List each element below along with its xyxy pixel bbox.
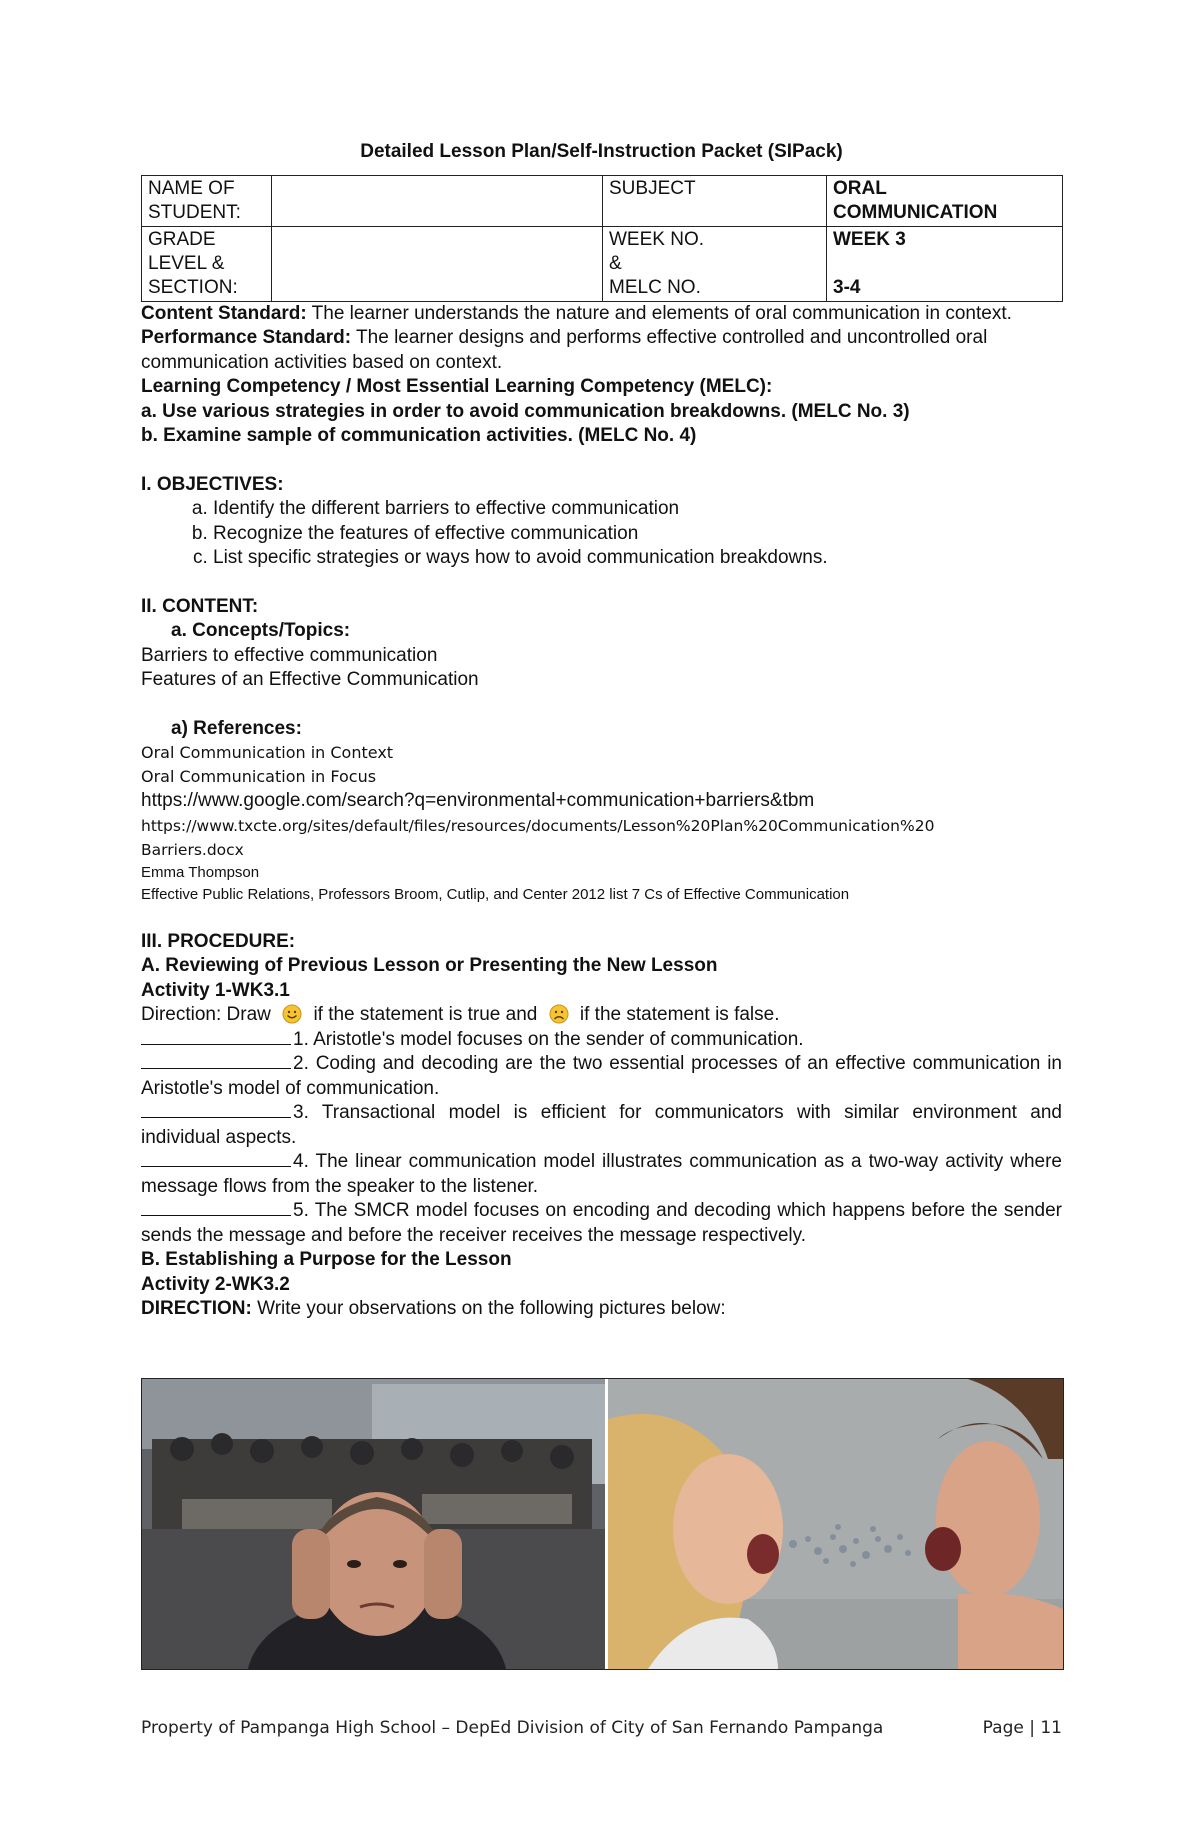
man-covering-ears-photo bbox=[142, 1379, 608, 1669]
subject-value-cell: ORAL COMMUNICATION bbox=[827, 175, 1063, 226]
subject-label-cell: SUBJECT bbox=[603, 175, 827, 226]
reference-link[interactable]: https://www.google.com/search?q=environmental+communication+barriers&tbm bbox=[141, 790, 815, 811]
activity-1-heading: Activity 1-WK3.1 bbox=[141, 979, 290, 1001]
list-item: b. Recognize the features of effective communication bbox=[213, 522, 1062, 547]
reference-link-cont[interactable]: Barriers.docx bbox=[141, 840, 244, 859]
grade-label-cell: GRADE LEVEL & SECTION: bbox=[142, 226, 272, 301]
reference-link[interactable]: https://www.txcte.org/sites/default/files/resources/documents/Lesson%20Plan%20Communication%20 bbox=[141, 816, 935, 835]
reference-item: Oral Communication in Focus bbox=[141, 767, 377, 786]
activity-2-direction: DIRECTION: Write your observations on the following pictures below: bbox=[141, 1298, 726, 1319]
name-label-cell: NAME OF STUDENT: bbox=[142, 175, 272, 226]
concepts-heading: a. Concepts/Topics: bbox=[171, 620, 351, 641]
competency-heading: Learning Competency / Most Essential Learning Competency (MELC): bbox=[141, 376, 773, 397]
grade-value-cell[interactable] bbox=[272, 226, 603, 301]
activity-1-direction: Direction: Draw if the statement is true and if the statement is false. bbox=[141, 1004, 780, 1025]
smiley-face-icon bbox=[282, 1004, 302, 1024]
statement-item: 2. Coding and decoding are the two essential processes of an effective communication in Aristotle's model of communication. bbox=[141, 1053, 1062, 1099]
sad-face-icon bbox=[549, 1004, 569, 1024]
answer-blank[interactable] bbox=[141, 1150, 291, 1167]
answer-blank[interactable] bbox=[141, 1101, 291, 1118]
topic-item: Features of an Effective Communication bbox=[141, 669, 479, 690]
table-row bbox=[142, 226, 1063, 301]
competency-a: a. Use various strategies in order to avoid communication breakdowns. (MELC No. 3) bbox=[141, 400, 910, 422]
name-value-cell[interactable] bbox=[272, 175, 603, 226]
topic-item: Barriers to effective communication bbox=[141, 644, 438, 666]
document-content bbox=[141, 140, 1062, 1322]
couple-shouting-image bbox=[608, 1379, 1063, 1669]
week-value-cell: WEEK 3 3-4 bbox=[827, 226, 1063, 301]
statement-item: 1. Aristotle's model focuses on the sender of communication. bbox=[141, 1028, 1062, 1053]
footer-property: Property of Pampanga High School – DepEd Division of City of San Fernando Pampanga bbox=[141, 1718, 884, 1738]
objectives-list bbox=[141, 497, 1062, 571]
week-label-cell: WEEK NO. & MELC NO. bbox=[603, 226, 827, 301]
list-item: c. List specific strategies or ways how to avoid communication breakdowns. bbox=[213, 546, 1062, 571]
reference-item: Oral Communication in Context bbox=[141, 743, 394, 762]
competency-b: b. Examine sample of communication activities. (MELC No. 4) bbox=[141, 425, 697, 446]
objectives-heading: I. OBJECTIVES: bbox=[141, 473, 284, 495]
content-heading: II. CONTENT: bbox=[141, 595, 259, 617]
section-a-heading: A. Reviewing of Previous Lesson or Presenting the New Lesson bbox=[141, 955, 718, 976]
answer-blank[interactable] bbox=[141, 1052, 291, 1069]
man-covering-ears-image bbox=[142, 1379, 605, 1669]
answer-blank[interactable] bbox=[141, 1199, 291, 1216]
page-number: Page | 11 bbox=[982, 1718, 1062, 1738]
references-heading: a) References: bbox=[171, 717, 302, 739]
content-standard: Content Standard: The learner understands the nature and elements of oral communication in context. bbox=[141, 302, 1012, 324]
section-b-heading: B. Establishing a Purpose for the Lesson bbox=[141, 1249, 512, 1270]
reference-item: Effective Public Relations, Professors Broom, Cutlip, and Center 2012 list 7 Cs of Effective Communication bbox=[141, 885, 850, 903]
list-item: a. Identify the different barriers to effective communication bbox=[213, 497, 1062, 522]
statement-item: 3. Transactional model is efficient for communicators with similar environment and individual aspects. bbox=[141, 1102, 1062, 1148]
activity-2-heading: Activity 2-WK3.2 bbox=[141, 1273, 290, 1295]
couple-shouting-photo bbox=[608, 1379, 1063, 1669]
statement-item: 5. The SMCR model focuses on encoding and decoding which happens before the sender sends the message and before the receiver receives the message respectively. bbox=[141, 1200, 1062, 1246]
student-info-table bbox=[141, 175, 1063, 302]
procedure-heading: III. PROCEDURE: bbox=[141, 930, 296, 952]
reference-item: Emma Thompson bbox=[141, 863, 260, 881]
page-footer bbox=[141, 1718, 1062, 1738]
table-row bbox=[142, 175, 1063, 226]
observation-pictures bbox=[141, 1378, 1064, 1670]
performance-standard: Performance Standard: The learner designs and performs effective controlled and uncontrolled oral communication activities based on context. bbox=[141, 327, 988, 373]
statement-item: 4. The linear communication model illustrates communication as a two-way activity where message flows from the speaker to the listener. bbox=[141, 1151, 1062, 1197]
answer-blank[interactable] bbox=[141, 1028, 291, 1045]
document-title: Detailed Lesson Plan/Self-Instruction Packet (SIPack) bbox=[360, 141, 843, 162]
